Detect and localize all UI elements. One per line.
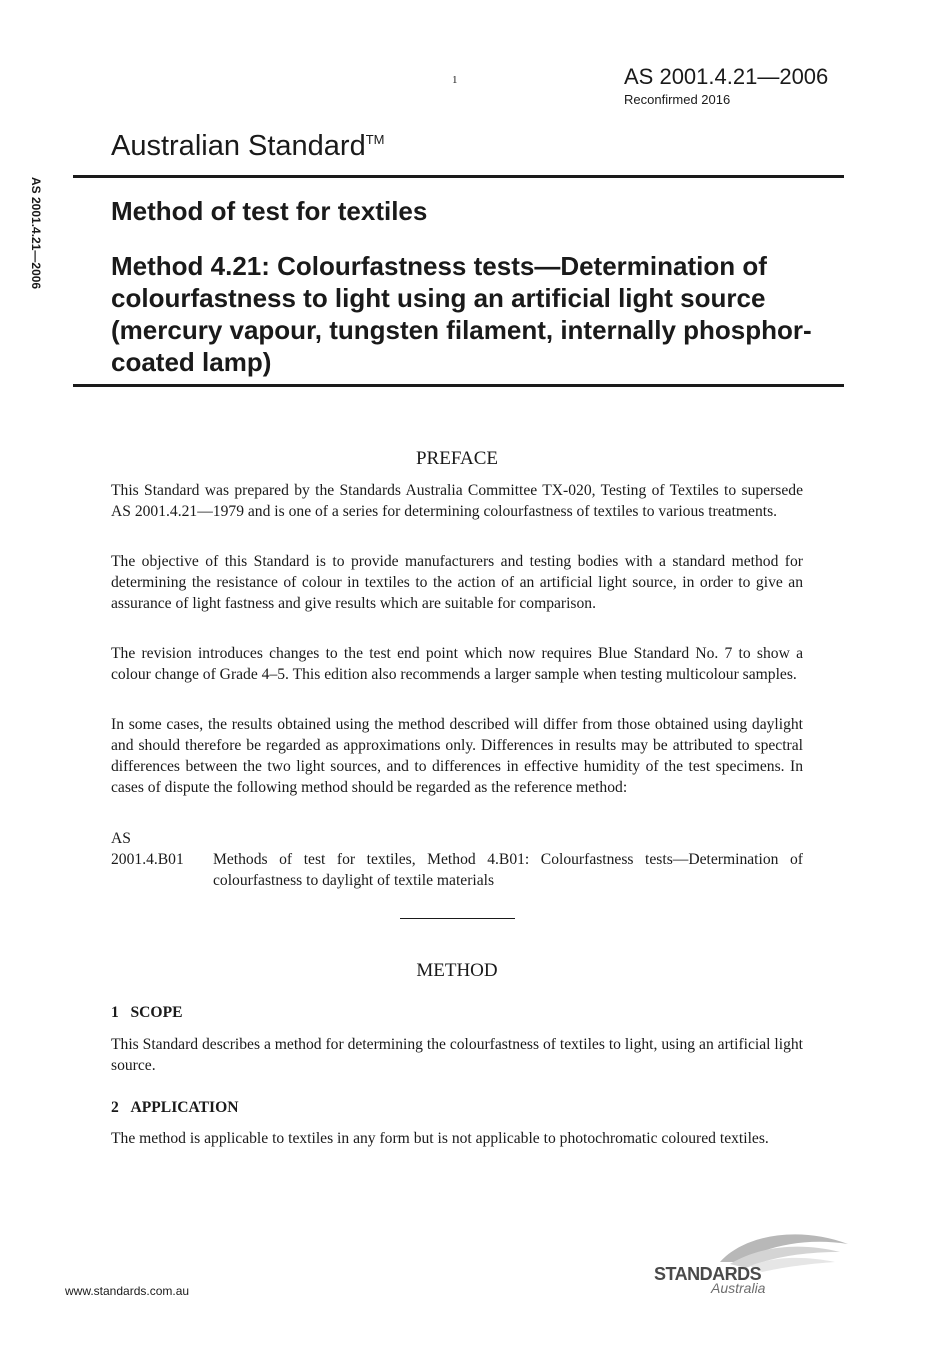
page-number: 1: [452, 74, 458, 86]
section-divider: [400, 918, 515, 919]
section-number: 2: [111, 1099, 119, 1116]
title-rule-top: [73, 175, 844, 178]
reconfirmed-note: Reconfirmed 2016: [624, 92, 731, 107]
reference-code-line1: AS: [111, 830, 131, 847]
series-title: Method of test for textiles: [111, 196, 428, 226]
section-number: 1: [111, 1004, 119, 1021]
section-heading-application: [111, 1099, 239, 1117]
reference-code: [111, 828, 184, 870]
section-text-scope: This Standard describes a method for determining the colourfastness of textiles to light, using an artificial light source.: [111, 1036, 803, 1074]
preface-paragraph: In some cases, the results obtained using the method described will differ from those obtained using daylight and should therefore be regarded as approximations only. Differences in results may be attributed to spectral differences between the two light sources, and to differences in effective humidity of the test specimens. In cases of dispute the following method should be regarded as the reference method:: [111, 716, 803, 796]
section-text-application: The method is applicable to textiles in any form but is not applicable to photochromatic coloured textiles.: [111, 1130, 769, 1147]
logo-wordmark: STANDARDS: [654, 1264, 762, 1284]
preface-heading: PREFACE: [415, 448, 498, 469]
footer-url[interactable]: www.standards.com.au: [65, 1284, 190, 1298]
brand-title: [111, 130, 385, 163]
brand-text: Australian Standard: [111, 130, 366, 162]
preface-paragraph: The objective of this Standard is to provide manufacturers and testing bodies with a standard method for determining the resistance of colour in textiles to the action of an artificial light source, in order to give an assurance of light fastness and give results which are suitable for comparison.: [111, 553, 803, 612]
section-title: SCOPE: [130, 1004, 183, 1021]
section-heading-scope: [111, 1004, 183, 1022]
reference-code-line2: 2001.4.B01: [111, 851, 184, 868]
preface-paragraph: This Standard was prepared by the Standards Australia Committee TX-020, Testing of Textiles to supersede AS 2001.4.21—1979 and is one of a series for determining colourfastness of textiles to various treatments.: [111, 482, 803, 520]
reference-title: Methods of test for textiles, Method 4.B01: Colourfastness tests—Determination of colourfastness to daylight of textile materials: [213, 851, 803, 889]
method-title: Method 4.21: Colourfastness tests—Determination of colourfastness to light using an artificial light source (mercury vapour, tungsten filament, internally phosphor-coated lamp): [111, 251, 812, 377]
logo-subtitle: Australia: [711, 1280, 766, 1296]
spine-label: AS 2001.4.21—2006: [29, 177, 43, 290]
title-rule-bottom: [73, 384, 844, 387]
preface-paragraph: The revision introduces changes to the test end point which now requires Blue Standard No. 7 to show a colour change of Grade 4–5. This edition also recommends a larger sample when testing multicolour samples.: [111, 645, 803, 683]
standard-number: AS 2001.4.21—2006: [624, 64, 829, 89]
method-heading: METHOD: [416, 960, 498, 981]
trademark-mark: TM: [365, 132, 385, 147]
section-title: APPLICATION: [130, 1099, 239, 1116]
